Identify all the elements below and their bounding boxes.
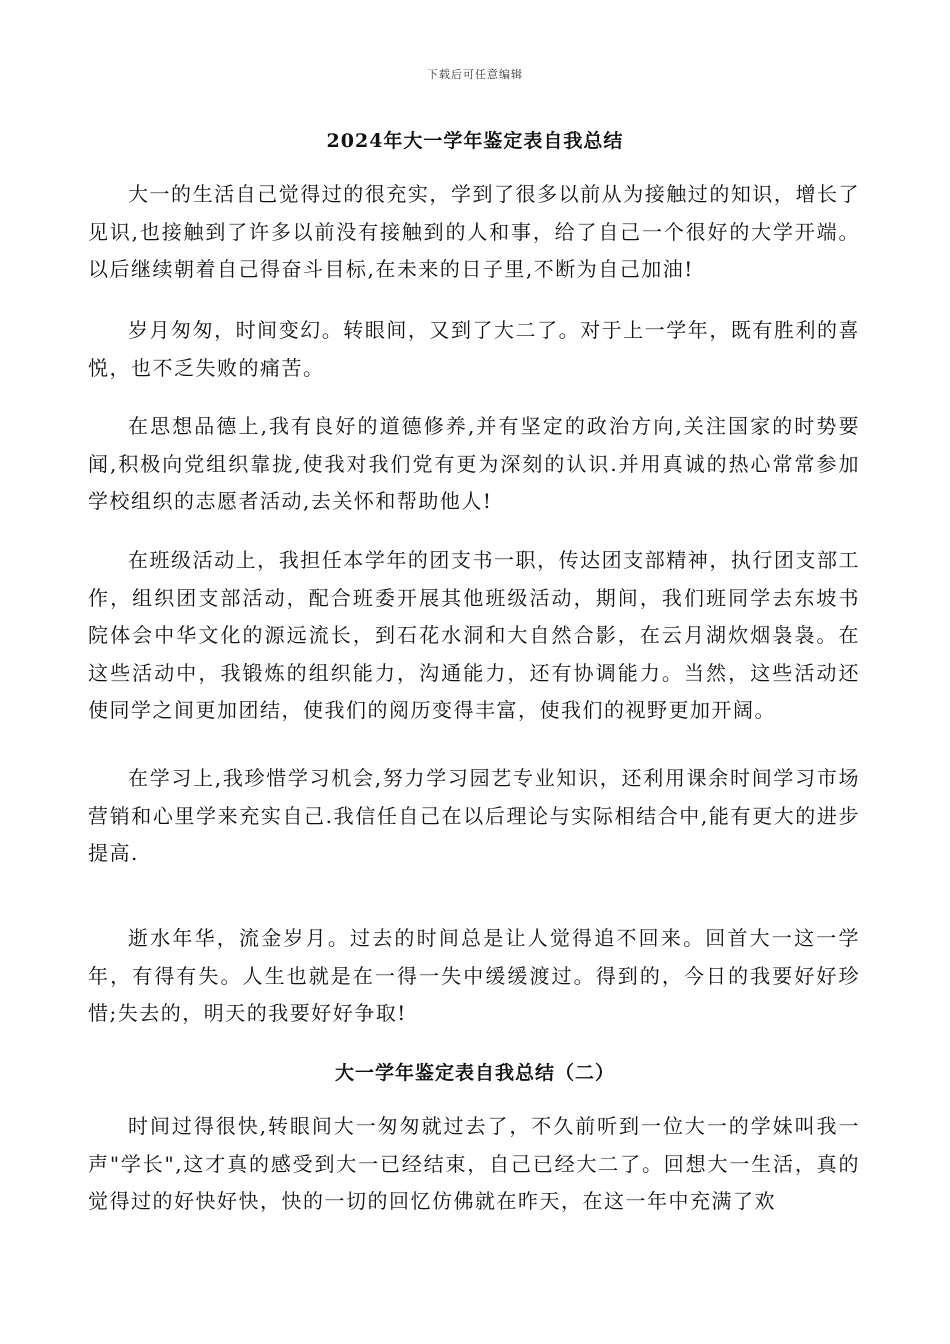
paragraph: 岁月匆匆，时间变幻。转眼间，又到了大二了。对于上一学年，既有胜利的喜悦，也不乏失败的痛苦。 (88, 318, 860, 380)
paragraph: 在思想品德上,我有良好的道德修养,并有坚定的政治方向,关注国家的时势要闻,积极向党组织靠拢,使我对我们党有更为深刻的认识.并用真诚的热心常常参加学校组织的志愿者活动,去关怀和帮助他人! (88, 414, 860, 513)
document-title: 2024年大一学年鉴定表自我总结 (326, 130, 624, 152)
section-title: 大一学年鉴定表自我总结（二） (334, 1062, 615, 1084)
paragraph: 在班级活动上，我担任本学年的团支书一职，传达团支部精神，执行团支部工作，组织团支部活动，配合班委开展其他班级活动，期间，我们班同学去东坡书院体会中华文化的源远流长，到石花水洞和大自然合影，在云月湖炊烟袅袅。在这些活动中，我锻炼的组织能力，沟通能力，还有协调能力。当然，这些活动还使同学之间更加团结，使我们的阅历变得丰富，使我们的视野更加开阔。 (88, 548, 860, 722)
paragraph: 时间过得很快,转眼间大一匆匆就过去了，不久前听到一位大一的学妹叫我一声"学长",这才真的感受到大一已经结束，自己已经大二了。回想大一生活，真的觉得过的好快好快，快的一切的回忆仿佛就在昨天，在这一年中充满了欢 (88, 1114, 860, 1213)
paragraph: 大一的生活自己觉得过的很充实，学到了很多以前从为接触过的知识，增长了见识,也接触到了许多以前没有接触到的人和事，给了自己一个很好的大学开端。以后继续朝着自己得奋斗目标,在未来的日子里,不断为自己加油! (88, 182, 860, 281)
header-note: 下载后可任意编辑 (427, 68, 523, 81)
paragraph: 逝水年华，流金岁月。过去的时间总是让人觉得追不回来。回首大一这一学年，有得有失。人生也就是在一得一失中缓缓渡过。得到的，今日的我要好好珍惜;失去的，明天的我要好好争取! (88, 926, 860, 1025)
paragraph: 在学习上,我珍惜学习机会,努力学习园艺专业知识，还利用课余时间学习市场营销和心里学来充实自己.我信任自己在以后理论与实际相结合中,能有更大的进步提高. (88, 766, 860, 865)
